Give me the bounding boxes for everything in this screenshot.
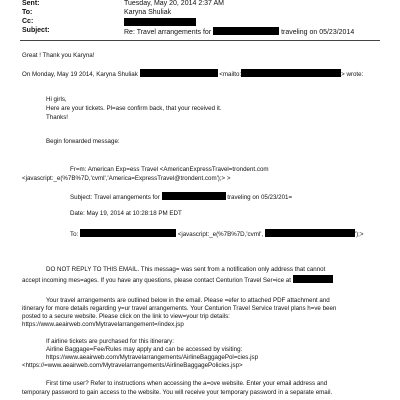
baggage-link[interactable]: https://www.aeairweb.com/Mytravelarrangements/AirlineBaggagePol=cies.jsp xyxy=(46,354,259,361)
fwd-to-end: ');> xyxy=(354,231,364,238)
fwd-from-cont: <javascript:_e(%7B%7D,'cvml','America=ExpressTravel@trondent.com');> > xyxy=(22,175,231,182)
body-line: Your travel arrangements are outlined below in the email. Please =efer to attached PDF attachment and xyxy=(46,297,330,304)
subject-prefix: Re: Travel arrangements for xyxy=(124,29,212,36)
reply-greeting: Great ! Thank you Karyna! xyxy=(22,52,95,59)
baggage-link-alt[interactable]: <https://=www.aeairweb.com/Mytravelarrangements/AirlineBaggagePolicies.jsp> xyxy=(22,362,243,369)
redaction xyxy=(293,275,333,283)
quote-wrote: > wrote: xyxy=(341,71,364,78)
quote-mailto: <mailto: xyxy=(219,71,242,78)
redaction xyxy=(265,229,355,237)
sent-value: Tuesday, May 20, 2014 2:37 AM xyxy=(124,0,225,7)
fwd-to-mid: <javascript:_e(%7B%7D,'cvml', xyxy=(177,231,264,238)
quote-author: 2014, Karyna Shuliak xyxy=(77,71,138,78)
body-line: If airline tickets are purchased for this itinerary: xyxy=(46,338,174,345)
forward-heading: Begin forwarded message: xyxy=(46,138,120,145)
sent-label: Sent: xyxy=(22,0,40,7)
redaction xyxy=(124,18,196,26)
to-value: Karyna Shuliak xyxy=(124,9,172,16)
message-thanks: Thanks! xyxy=(46,114,69,121)
fwd-subject-suffix: traveling on 05/23/201= xyxy=(227,194,293,201)
body-line: First time user? Refer to instructions when accessing the a=ove website. Enter your email address and xyxy=(46,380,328,387)
redaction xyxy=(213,27,279,35)
body-line: Airline Baggage=Fee/Rules may apply and can be accessed by visiting: xyxy=(46,346,243,353)
subject-value xyxy=(124,27,354,37)
redaction xyxy=(241,69,341,77)
itinerary-link[interactable]: https://www.aeairweb.com/Mytravelarrangement=/index.jsp xyxy=(22,321,184,328)
fwd-subject-prefix: Subject: Travel arrangements for xyxy=(70,194,160,201)
redaction xyxy=(140,69,218,77)
quote-date: On Monday, May 19 xyxy=(22,71,78,78)
reply-quote-line xyxy=(22,69,363,79)
to-label: To: xyxy=(22,9,33,16)
notice-text: accept incoming mes=ages. If you have any questions, please contact Centurion Travel Ser=ice at xyxy=(22,277,291,284)
fwd-to-label: To: xyxy=(70,231,79,238)
fwd-to xyxy=(70,229,363,239)
body-line: temporary password to gain access to the website. You will receive your temporary password in a separate email. xyxy=(22,389,333,396)
message-line: Here are your tickets. Pl=ase confirm back, that your received it. xyxy=(46,105,222,112)
redaction xyxy=(162,192,226,200)
fwd-date: Date: May 19, 2014 at 10:28:18 PM EDT xyxy=(70,210,182,217)
redaction xyxy=(80,229,176,237)
fwd-from: Fr=m: American Exp=ess Travel <AmericanExpressTravel=trondent.com xyxy=(70,166,269,173)
notice-line xyxy=(22,275,333,285)
cc-label: Cc: xyxy=(22,18,34,25)
header-divider xyxy=(20,40,380,41)
body-line: posted to a secure website. Please click on the link to view=your trip details: xyxy=(22,313,230,320)
subject-suffix: traveling on 05/23/2014 xyxy=(281,29,355,36)
fwd-subject xyxy=(70,192,292,202)
message-greeting: Hi girls, xyxy=(46,96,67,103)
body-line: itinerary for more details regarding y=ur travel arrangements. Your Centurion Travel Service travel plans h=ve been xyxy=(22,305,337,312)
notice-line: DO NOT REPLY TO THIS EMAIL. This messag= was sent from a notification only address that cannot xyxy=(46,266,326,273)
subject-label: Subject: xyxy=(22,27,50,34)
